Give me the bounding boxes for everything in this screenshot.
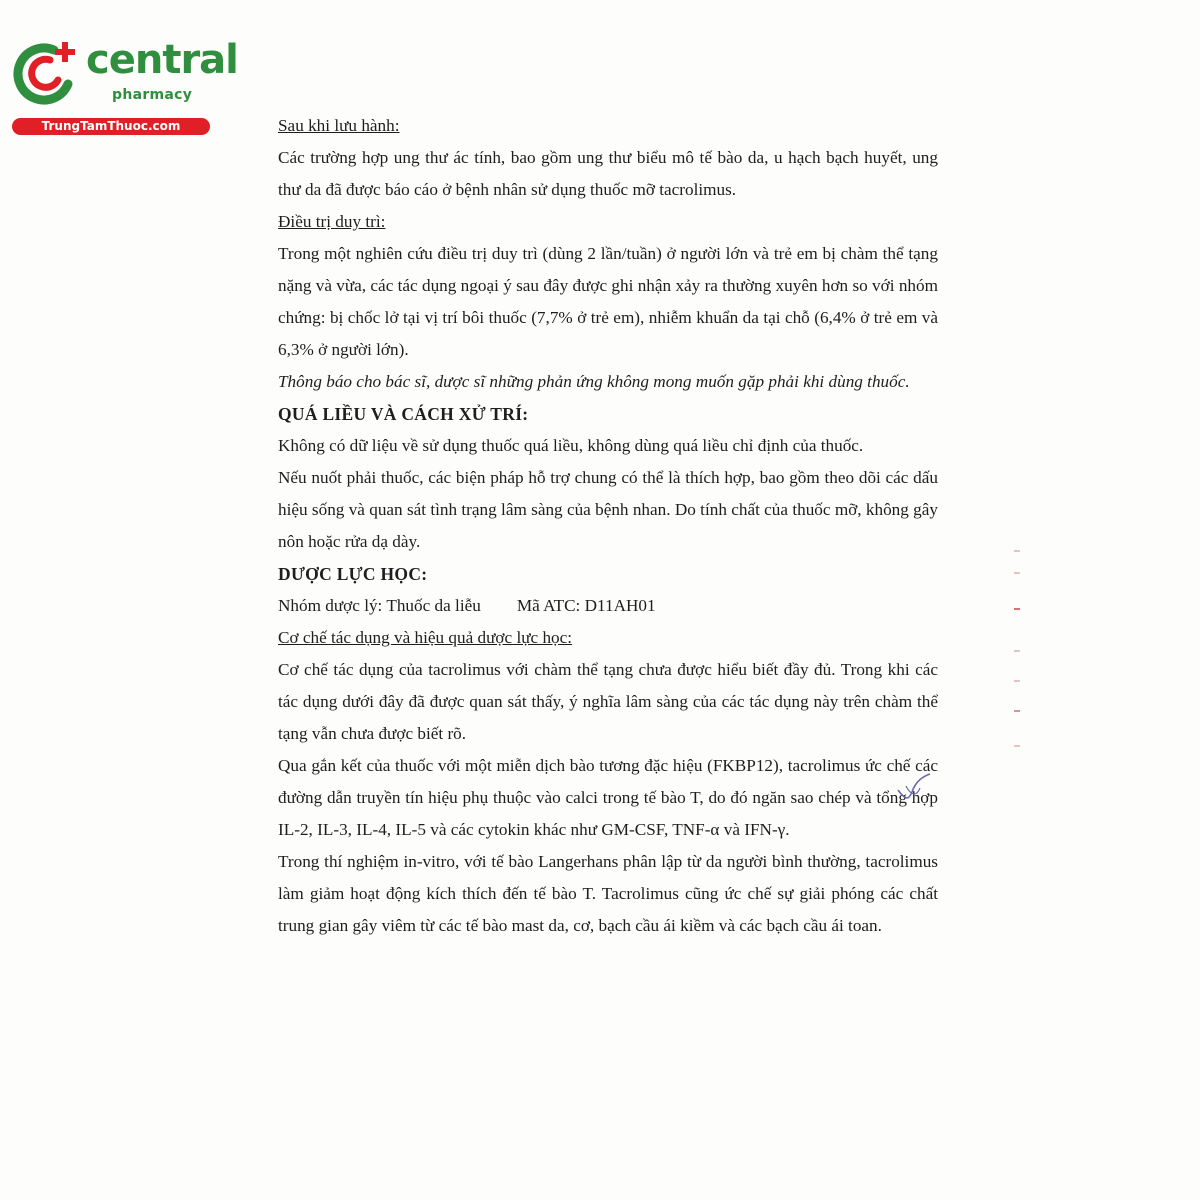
atc-code: Mã ATC: D11AH01	[516, 596, 656, 615]
drug-group-line	[278, 590, 938, 622]
mechanism-text-3: Trong thí nghiệm in-vitro, với tế bào Langerhans phân lập từ da người bình thường, tacrolimus làm giảm hoạt động kích thích đến tế bào T. Tacrolimus cũng ức chế sự giải phóng các chất trung gian gây viêm từ các tế bào mast da, cơ, bạch cầu ái kiềm và các bạch cầu ái toan.	[278, 852, 938, 935]
brand-name: central	[86, 37, 238, 83]
overdose-text-2: Nếu nuốt phải thuốc, các biện pháp hỗ trợ chung có thể là thích hợp, bao gồm theo dõi các dấu hiệu sống và quan sát tình trạng lâm sàng của bệnh nhan. Do tính chất của thuốc mỡ, không gây nôn hoặc rửa dạ dày.	[278, 468, 938, 551]
pharmacy-cross-icon	[10, 36, 82, 108]
overdose-text-1: Không có dữ liệu về sử dụng thuốc quá liều, không dùng quá liều chỉ định của thuốc.	[278, 436, 864, 455]
scan-artifacts	[1014, 550, 1028, 770]
brand-tagline: pharmacy	[112, 87, 193, 103]
mechanism-text-1: Cơ chế tác dụng của tacrolimus với chàm thể tạng chưa được hiểu biết đầy đủ. Trong khi các tác dụng dưới đây đã được quan sát thấy, ý nghĩa lâm sàng của các tác dụng này trên chàm thể tạng vẫn chưa được biết rõ.	[278, 660, 938, 743]
document-page	[278, 110, 938, 942]
adverse-notice: Thông báo cho bác sĩ, dược sĩ những phản ứng không mong muốn gặp phải khi dùng thuốc.	[278, 372, 910, 391]
handwritten-initial-mark	[890, 768, 940, 808]
mechanism-text-2: Qua gắn kết của thuốc với một miễn dịch bào tương đặc hiệu (FKBP12), tacrolimus ức chế các đường dẫn truyền tín hiệu phụ thuộc vào calci trong tế bào T, do đó ngăn sao chép và tổng hợp IL-2, IL-3, IL-4, IL-5 và các cytokin khác như GM-CSF, TNF-α và IFN-γ.	[278, 756, 938, 839]
post-marketing-text: Các trường hợp ung thư ác tính, bao gồm ung thư biểu mô tế bào da, u hạch bạch huyết, ung thư da đã được báo cáo ở bệnh nhân sử dụng thuốc mỡ tacrolimus.	[278, 148, 938, 199]
mechanism-heading: Cơ chế tác dụng và hiệu quả dược lực học:	[278, 628, 573, 647]
drug-group: Nhóm dược lý: Thuốc da liễu	[278, 596, 481, 615]
brand-url[interactable]: TrungTamThuoc.com	[12, 118, 210, 135]
post-marketing-heading: Sau khi lưu hành:	[278, 116, 400, 135]
maintenance-heading: Điều trị duy trì:	[278, 212, 386, 231]
overdose-heading: QUÁ LIỀU VÀ CÁCH XỬ TRÍ:	[278, 404, 529, 424]
central-pharmacy-logo[interactable]	[10, 36, 238, 136]
maintenance-text: Trong một nghiên cứu điều trị duy trì (dùng 2 lần/tuần) ở người lớn và trẻ em bị chàm thể tạng nặng và vừa, các tác dụng ngoại ý sau đây được ghi nhận xảy ra thường xuyên hơn so với nhóm chứng: bị chốc lở tại vị trí bôi thuốc (7,7% ở trẻ em), nhiễm khuẩn da tại chỗ (6,4% ở trẻ em và 6,3% ở người lớn).	[278, 244, 938, 359]
pharmacodynamics-heading: DƯỢC LỰC HỌC:	[278, 564, 428, 584]
